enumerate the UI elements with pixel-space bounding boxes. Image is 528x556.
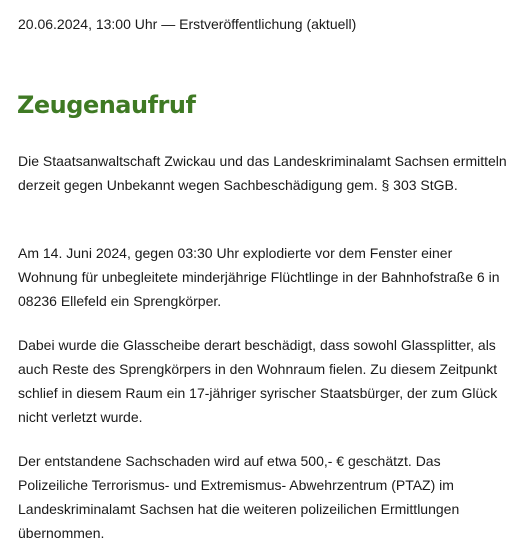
article-paragraph-3: Dabei wurde die Glasscheibe derart beschädigt, dass sowohl Glassplitter, als auch Reste des Sprengkörpers in den Wohnraum fielen. Zu diesem Zeitpunkt schlief in diesem Raum ein 17-jähriger syrischer Staatsbürger, der zum Glück nicht verletzt wurde.	[18, 337, 498, 425]
article-paragraph-2: Am 14. Juni 2024, gegen 03:30 Uhr explodierte vor dem Fenster einer Wohnung für unbegleitete minderjährige Flüchtlinge in der Bahnhofstraße 6 in 08236 Ellefeld ein Sprengkörper.	[18, 245, 500, 309]
publication-dateline: 20.06.2024, 13:00 Uhr — Erstveröffentlichung (aktuell)	[18, 16, 357, 32]
article-paragraph-4: Der entstandene Sachschaden wird auf etwa 500,- € geschätzt. Das Polizeiliche Terrorismus- und Extremismus- Abwehrzentrum (PTAZ) im Landeskriminalamt Sachsen hat die weiteren polizeilichen Ermittlungen übernommen.	[18, 453, 460, 541]
article-headline: Zeugenaufruf	[17, 91, 196, 119]
article-paragraph-1: Die Staatsanwaltschaft Zwickau und das Landeskriminalamt Sachsen ermitteln derzeit gegen Unbekannt wegen Sachbeschädigung gem. § 303 StGB.	[18, 153, 507, 193]
